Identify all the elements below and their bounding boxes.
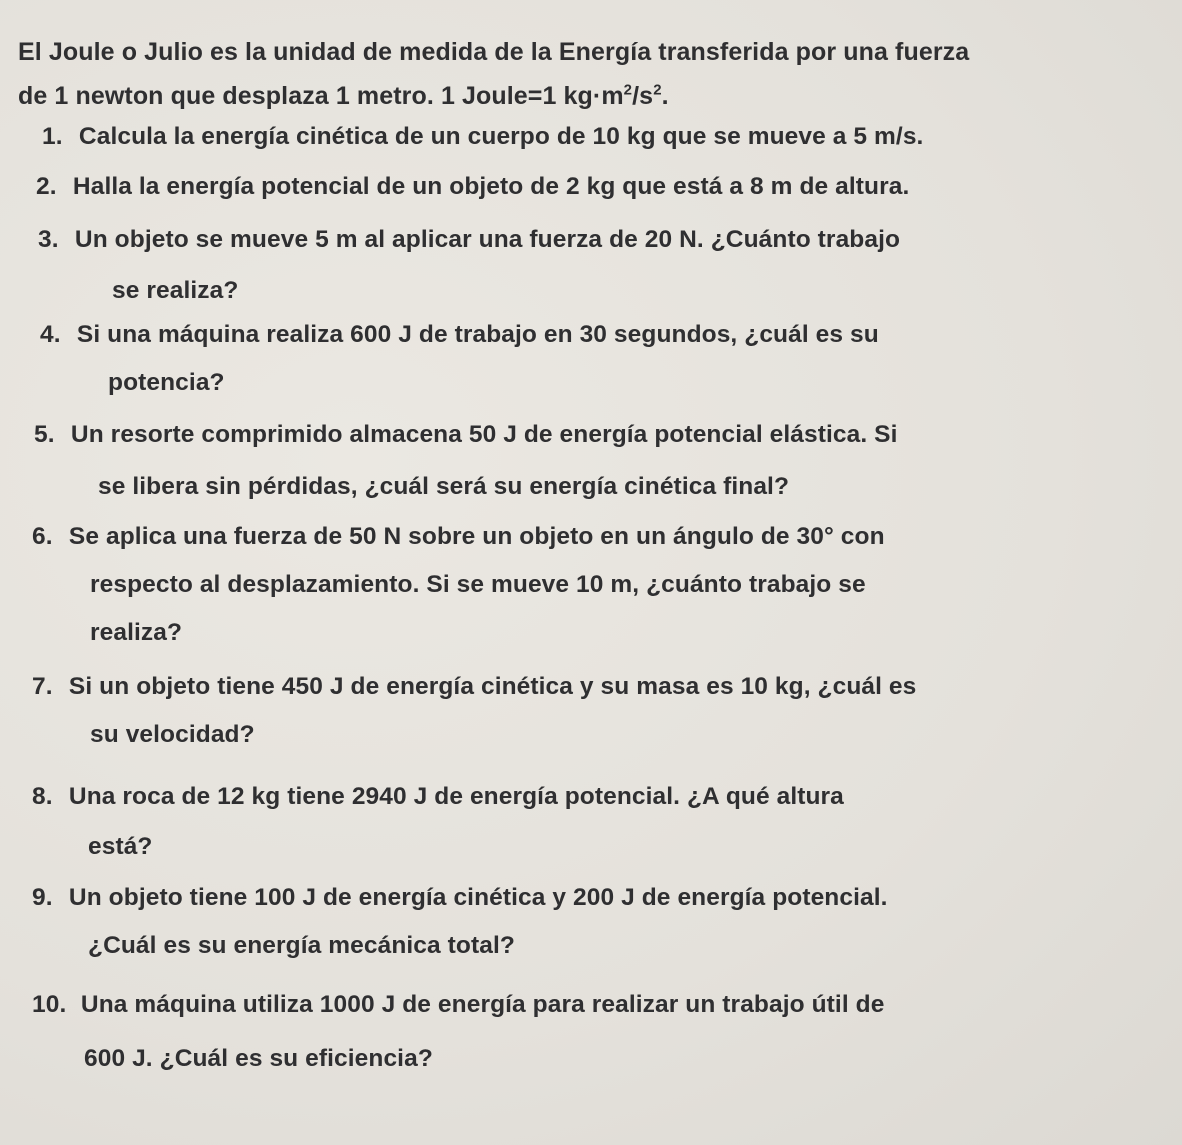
question-number: 3.	[38, 226, 59, 253]
question-5	[34, 409, 898, 513]
question-text: Un objeto se mueve 5 m al aplicar una fuerza de 20 N. ¿Cuánto trabajo	[74, 226, 901, 253]
intro-line-2-unit: /s	[632, 82, 654, 110]
question-number: 10.	[32, 991, 67, 1018]
question-text: Si una máquina realiza 600 J de trabajo en 30 segundos, ¿cuál es su	[76, 321, 879, 348]
question-text-cont: ¿Cuál es su energía mecánica total?	[88, 932, 515, 959]
question-6	[32, 513, 885, 657]
question-number: 1.	[42, 123, 63, 150]
question-number: 8.	[32, 783, 53, 810]
question-text-cont: realiza?	[90, 619, 183, 646]
question-text: Una máquina utiliza 1000 J de energía para realizar un trabajo útil de	[80, 991, 885, 1018]
question-number: 9.	[32, 884, 53, 911]
intro-line-1: El Joule o Julio es la unidad de medida de la Energía transferida por una fuerza	[18, 38, 970, 66]
intro-line-2-text: de 1 newton que desplaza 1 metro. 1 Joule=1 kg·m	[18, 82, 624, 110]
exponent: 2	[623, 81, 633, 99]
question-number: 7.	[32, 673, 53, 700]
question-10	[32, 978, 884, 1086]
question-3	[38, 214, 900, 316]
question-2	[36, 162, 909, 212]
question-text-cont: potencia?	[108, 369, 225, 396]
question-text: Un resorte comprimido almacena 50 J de energía potencial elástica. Si	[70, 421, 898, 448]
intro-paragraph	[18, 30, 1158, 118]
question-text-cont: se realiza?	[112, 277, 239, 304]
question-number: 4.	[40, 321, 61, 348]
intro-line-2-end: .	[661, 82, 669, 110]
exponent: 2	[653, 81, 662, 99]
question-text: Se aplica una fuerza de 50 N sobre un objeto en un ángulo de 30° con	[68, 523, 885, 550]
question-text: Halla la energía potencial de un objeto de 2 kg que está a 8 m de altura.	[72, 173, 910, 200]
question-7	[32, 663, 916, 759]
question-1	[42, 112, 923, 162]
question-text: Calcula la energía cinética de un cuerpo de 10 kg que se mueve a 5 m/s.	[78, 123, 924, 150]
question-text: Una roca de 12 kg tiene 2940 J de energía potencial. ¿A qué altura	[68, 783, 844, 810]
question-text-cont: 600 J. ¿Cuál es su eficiencia?	[84, 1045, 433, 1072]
question-text-cont: está?	[88, 833, 153, 860]
question-text-cont: su velocidad?	[90, 721, 255, 748]
question-text-cont: se libera sin pérdidas, ¿cuál será su energía cinética final?	[98, 473, 790, 500]
question-text: Un objeto tiene 100 J de energía cinética y 200 J de energía potencial.	[68, 884, 888, 911]
question-number: 6.	[32, 523, 53, 550]
question-9	[32, 874, 888, 970]
question-4	[40, 311, 879, 407]
question-8	[32, 772, 844, 872]
question-number: 5.	[34, 421, 55, 448]
question-number: 2.	[36, 173, 57, 200]
question-text-cont: respecto al desplazamiento. Si se mueve 10 m, ¿cuánto trabajo se	[90, 571, 866, 598]
question-text: Si un objeto tiene 450 J de energía cinética y su masa es 10 kg, ¿cuál es	[68, 673, 917, 700]
